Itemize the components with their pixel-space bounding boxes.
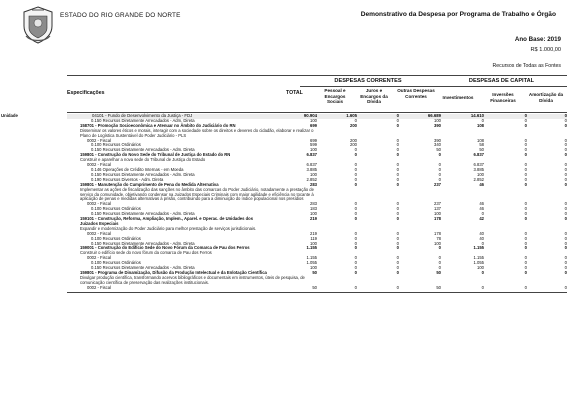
- cell-pessoal: 0: [354, 152, 357, 158]
- cell-investimentos: 100: [477, 265, 484, 271]
- cell-outras: 100: [434, 211, 441, 217]
- cell-amortizacao: 0: [564, 117, 567, 123]
- funding-sources: Recursos de Todas as Fontes: [492, 63, 561, 69]
- cell-total: 100: [310, 147, 317, 153]
- cell-total: 2.852: [306, 176, 317, 182]
- cell-total: 100: [310, 240, 317, 246]
- cell-outras: 0: [438, 162, 441, 168]
- cell-pessoal: 0: [354, 240, 357, 246]
- cell-investimentos: 6.837: [473, 162, 484, 168]
- cell-total: 283: [310, 181, 317, 187]
- row-description: 0.150 Recursos Diretamente Arrecadados - Adm. Direta: [91, 240, 195, 246]
- cell-amortizacao: 0: [564, 181, 567, 187]
- cell-total: 3.885: [306, 166, 317, 172]
- cell-inversoes: 0: [524, 117, 527, 123]
- row-description: 0.100 Recursos Ordinários: [91, 142, 141, 148]
- cell-total: 100: [310, 211, 317, 217]
- row-description: 0002 - Fiscal: [87, 162, 111, 168]
- cell-investimentos: 3.885: [473, 166, 484, 172]
- cell-investimentos: 0: [481, 211, 484, 217]
- cell-outras: 0: [438, 176, 441, 182]
- cell-outras: 390: [434, 122, 441, 128]
- row-description: 0.150 Recursos Diretamente Arrecadados - Adm. Direta: [91, 171, 195, 177]
- cell-inversoes: 0: [524, 216, 527, 222]
- unit-pessoal: 1.605: [346, 113, 357, 118]
- cell-amortizacao: 0: [564, 176, 567, 182]
- cell-investimentos: 2.852: [473, 176, 484, 182]
- unit-inversoes: 0: [524, 113, 527, 118]
- cell-juros: 0: [396, 235, 399, 241]
- cell-total: 283: [310, 201, 317, 207]
- row-description: 0.190 Recursos Diversos - Adm. Direta: [91, 176, 164, 182]
- cell-outras: 0: [438, 171, 441, 177]
- cell-investimentos: 40: [479, 230, 484, 236]
- cell-outras: 0: [438, 265, 441, 271]
- cell-outras: 50: [436, 284, 441, 290]
- cell-pessoal: 0: [354, 162, 357, 168]
- row-description: 158701 - Promoção Socioeconômica e Atenuar no Âmbito do Judiciário do RN: [80, 122, 236, 128]
- cell-amortizacao: 0: [564, 147, 567, 153]
- row-description: 159101 - Construção, Reforma, Ampliação, Implem., Aparel. e Operac. de Unidades dos Juizados Especiais: [80, 216, 254, 226]
- cell-pessoal: 200: [350, 142, 357, 148]
- cell-total: 1.155: [306, 245, 317, 251]
- cell-pessoal: 200: [350, 137, 357, 143]
- cell-investimentos: 0: [481, 117, 484, 123]
- cell-total: 50: [312, 284, 317, 290]
- cell-juros: 0: [396, 211, 399, 217]
- cell-pessoal: 200: [350, 122, 357, 128]
- cell-total: 100: [310, 171, 317, 177]
- row-description: 0.150 Recursos Diretamente Arrecadados - Adm. Direta: [91, 147, 195, 153]
- group-current-header: DESPESAS CORRENTES: [334, 78, 402, 84]
- cell-outras: 178: [434, 216, 441, 222]
- cell-juros: 0: [396, 166, 399, 172]
- row-description: 0.100 Recursos Ordinários: [91, 235, 141, 241]
- cell-pessoal: 0: [354, 211, 357, 217]
- cell-inversoes: 0: [524, 142, 527, 148]
- cell-pessoal: 0: [354, 117, 357, 123]
- cell-investimentos: 46: [479, 201, 484, 207]
- cell-pessoal: 0: [354, 230, 357, 236]
- row-description: 0.100 Recursos Ordinários: [91, 260, 141, 266]
- cell-outras: 100: [434, 117, 441, 123]
- action-description-row: [67, 276, 567, 286]
- cell-juros: 0: [396, 284, 399, 290]
- row-description: 0.150 Recursos Diretamente Arrecadados - Adm. Direta: [91, 211, 195, 217]
- cell-inversoes: 0: [524, 260, 527, 266]
- header-top-rule: [67, 75, 567, 76]
- cell-pessoal: 0: [354, 181, 357, 187]
- cell-amortizacao: 0: [564, 260, 567, 266]
- cell-juros: 0: [396, 171, 399, 177]
- cell-inversoes: 0: [524, 162, 527, 168]
- fiscal-row: [67, 286, 567, 293]
- cell-juros: 0: [396, 142, 399, 148]
- cell-juros: 0: [396, 117, 399, 123]
- cell-amortizacao: 0: [564, 216, 567, 222]
- cell-investimentos: 100: [477, 171, 484, 177]
- cell-outras: 137: [434, 206, 441, 212]
- cell-juros: 0: [396, 201, 399, 207]
- cell-inversoes: 0: [524, 270, 527, 275]
- cell-amortizacao: 0: [564, 265, 567, 271]
- juros-column-header: Juros e Encargos da Dívida: [360, 88, 388, 105]
- cell-juros: 0: [396, 152, 399, 158]
- cell-inversoes: 0: [524, 147, 527, 153]
- cell-investimentos: 58: [479, 142, 484, 148]
- row-description: 0002 - Fiscal: [87, 201, 111, 207]
- row-description: 0.150 Recursos Diretamente Arrecadados - Adm. Direta: [91, 117, 195, 123]
- cell-juros: 0: [396, 230, 399, 236]
- cell-outras: 0: [438, 166, 441, 172]
- spec-column-header: Especificações: [67, 90, 105, 96]
- pessoal-column-header: Pessoal e Encargos Sociais: [324, 88, 346, 105]
- investimentos-column-header: Investimentos: [442, 95, 474, 100]
- cell-investimentos: 0: [481, 270, 484, 275]
- cell-inversoes: 0: [524, 284, 527, 290]
- row-description: Disseminar os valores éticos e morais, interagir com a sociedade sobre os direitos e deveres do cidadão, elaborar e realizar o Plano de Logística Sustentável do Poder Judiciário - PLS: [80, 127, 314, 138]
- cell-inversoes: 0: [524, 265, 527, 271]
- cell-outras: 237: [434, 181, 441, 187]
- cell-amortizacao: 0: [564, 137, 567, 143]
- cell-inversoes: 0: [524, 245, 527, 251]
- row-description: 159001 - Construção do Edifício Sede do Novo Fórum da Comarca de Pau dos Ferros: [80, 245, 250, 251]
- cell-inversoes: 0: [524, 211, 527, 217]
- cell-amortizacao: 0: [564, 270, 567, 275]
- cell-total: 6.837: [306, 162, 317, 168]
- cell-juros: 0: [396, 255, 399, 261]
- unit-investimentos: 14.610: [470, 113, 484, 118]
- cell-outras: 100: [434, 240, 441, 246]
- cell-inversoes: 0: [524, 235, 527, 241]
- cell-inversoes: 0: [524, 166, 527, 172]
- cell-outras: 78: [436, 235, 441, 241]
- row-description: 159801 - Manutenção do Cumprimento de Pena do Medida Alternativa: [80, 181, 219, 187]
- cell-pessoal: 0: [354, 235, 357, 241]
- row-description: 0002 - Fiscal: [87, 230, 111, 236]
- cell-outras: 0: [438, 152, 441, 158]
- cell-pessoal: 0: [354, 216, 357, 222]
- cell-outras: 0: [438, 260, 441, 266]
- unit-label: Unidade: [1, 113, 18, 118]
- row-description: 0.146 Operações de Crédito Internas - em Moeda: [91, 166, 184, 172]
- cell-juros: 0: [396, 147, 399, 153]
- cell-juros: 0: [396, 176, 399, 182]
- cell-inversoes: 0: [524, 181, 527, 187]
- cell-investimentos: 1.155: [473, 245, 484, 251]
- outras-column-header: Outras Despesas Correntes: [397, 88, 435, 99]
- cell-total: 1.155: [306, 255, 317, 261]
- cell-investimentos: 0: [481, 240, 484, 246]
- cell-total: 219: [310, 230, 317, 236]
- cell-amortizacao: 0: [564, 211, 567, 217]
- cell-investimentos: 40: [479, 235, 484, 241]
- inversoes-column-header: Inversões Financeiras: [490, 92, 516, 103]
- cell-juros: 0: [396, 240, 399, 246]
- cell-investimentos: 1.055: [473, 260, 484, 266]
- cell-pessoal: 0: [354, 147, 357, 153]
- cell-amortizacao: 0: [564, 245, 567, 251]
- cell-amortizacao: 0: [564, 235, 567, 241]
- cell-amortizacao: 0: [564, 255, 567, 261]
- cell-amortizacao: 0: [564, 166, 567, 172]
- cell-total: 599: [310, 142, 317, 148]
- cell-juros: 0: [396, 265, 399, 271]
- cell-pessoal: 0: [354, 201, 357, 207]
- report-title: Demonstrativo da Despesa por Programa de Trabalho e Órgão: [360, 11, 556, 18]
- group-rule: [300, 86, 567, 87]
- cell-investimentos: 46: [479, 206, 484, 212]
- action-description-row: [67, 188, 567, 203]
- cell-outras: 390: [434, 137, 441, 143]
- cell-total: 100: [310, 265, 317, 271]
- cell-total: 183: [310, 206, 317, 212]
- cell-inversoes: 0: [524, 122, 527, 128]
- row-description: Expandir e modernização do Poder Judiciário para melhor prestação de serviços jurisdicionais.: [80, 225, 257, 231]
- cell-amortizacao: 0: [564, 284, 567, 290]
- cell-amortizacao: 0: [564, 162, 567, 168]
- cell-juros: 0: [396, 206, 399, 212]
- row-description: 0002 - Fiscal: [87, 255, 111, 261]
- row-description: 0002 - Fiscal: [87, 284, 111, 290]
- row-description: Construir e aparelhar a nova sede do Tribunal de Justiça do Estado: [80, 157, 206, 163]
- cell-amortizacao: 0: [564, 201, 567, 207]
- cell-investimentos: 50: [479, 147, 484, 153]
- base-year: Ano Base: 2019: [514, 36, 561, 43]
- state-name: ESTADO DO RIO GRANDE DO NORTE: [60, 12, 181, 19]
- cell-amortizacao: 0: [564, 142, 567, 148]
- unit-outras: 66.689: [427, 113, 441, 118]
- row-description: 0.100 Recursos Ordinários: [91, 206, 141, 212]
- cell-inversoes: 0: [524, 152, 527, 158]
- cell-pessoal: 0: [354, 270, 357, 275]
- cell-total: 1.055: [306, 260, 317, 266]
- unit-amortizacao: 0: [564, 113, 567, 118]
- cell-investimentos: 0: [481, 284, 484, 290]
- cell-outras: 340: [434, 142, 441, 148]
- cell-total: 699: [310, 122, 317, 128]
- cell-investimentos: 6.837: [473, 152, 484, 158]
- row-description: 159801 - Programa de Dinamização, Difusão da Produção Intelectual e da Enlotação Científica: [80, 270, 267, 275]
- cell-inversoes: 0: [524, 255, 527, 261]
- cell-pessoal: 0: [354, 166, 357, 172]
- row-description: Implementar as ações de fiscalização das sanções no âmbito das comarcas do Poder Judiciário, notadamente a prestação de serviço da comunidade, objetivando condensar na Juizados Especiais Criminais com maior agilidade e eficiência no tocante à aplicação de penas e medidas alternativas à prisão, contribuindo para a diminuição do índice populacional nos presídios: [80, 186, 314, 202]
- data-table: [1, 113, 567, 293]
- cell-pessoal: 0: [354, 171, 357, 177]
- cell-outras: 50: [436, 270, 441, 275]
- row-description: 0002 - Fiscal: [87, 137, 111, 143]
- cell-pessoal: 0: [354, 206, 357, 212]
- amortizacao-column-header: Amortização da Dívida: [528, 92, 564, 103]
- cell-juros: 0: [396, 162, 399, 168]
- cell-juros: 0: [396, 137, 399, 143]
- cell-inversoes: 0: [524, 201, 527, 207]
- cell-amortizacao: 0: [564, 230, 567, 236]
- unit-juros: 0: [396, 113, 399, 118]
- cell-investimentos: 108: [477, 122, 484, 128]
- row-description: Divulgar produção científica, transformando acervos bibliográficos e documentais em instrumentos, úteis de pesquisa, de comunicação científica de preservação das realizações institucionais.: [80, 274, 305, 285]
- cell-pessoal: 0: [354, 284, 357, 290]
- cell-inversoes: 0: [524, 240, 527, 246]
- cell-pessoal: 0: [354, 260, 357, 266]
- cell-inversoes: 0: [524, 176, 527, 182]
- cell-outras: 0: [438, 255, 441, 261]
- cell-juros: 0: [396, 122, 399, 128]
- unit-total: 90.904: [303, 113, 317, 118]
- row-description: 0.150 Recursos Diretamente Arrecadados - Adm. Direta: [91, 265, 195, 271]
- action-description-row: [67, 129, 567, 139]
- cell-inversoes: 0: [524, 171, 527, 177]
- cell-amortizacao: 0: [564, 152, 567, 158]
- cell-amortizacao: 0: [564, 240, 567, 246]
- cell-inversoes: 0: [524, 137, 527, 143]
- cell-juros: 0: [396, 245, 399, 251]
- cell-outras: 178: [434, 230, 441, 236]
- cell-investimentos: 108: [477, 137, 484, 143]
- cell-pessoal: 0: [354, 255, 357, 261]
- cell-amortizacao: 0: [564, 171, 567, 177]
- currency-unit: R$ 1.000,00: [530, 47, 561, 53]
- cell-investimentos: 1.155: [473, 255, 484, 261]
- total-column-header: TOTAL: [286, 90, 303, 96]
- cell-investimentos: 42: [479, 216, 484, 222]
- cell-outras: 237: [434, 201, 441, 207]
- cell-total: 50: [312, 270, 317, 275]
- cell-total: 119: [310, 235, 317, 241]
- cell-total: 100: [310, 117, 317, 123]
- cell-juros: 0: [396, 181, 399, 187]
- cell-total: 219: [310, 216, 317, 222]
- cell-outras: 50: [436, 147, 441, 153]
- cell-outras: 0: [438, 245, 441, 251]
- cell-juros: 0: [396, 260, 399, 266]
- cell-amortizacao: 0: [564, 206, 567, 212]
- cell-juros: 0: [396, 270, 399, 275]
- cell-juros: 0: [396, 216, 399, 222]
- cell-pessoal: 0: [354, 245, 357, 251]
- cell-inversoes: 0: [524, 206, 527, 212]
- unit-description: 04101 - Fundo de Desenvolvimento da Justiça - FDJ: [92, 113, 193, 118]
- row-description: 159801 - Construção do Novo Sede do Tribunal de Justiça do Estado do RN: [80, 152, 231, 158]
- row-description: Construir o edifício sede do novo fórum da comarca de Pau dos Ferros: [80, 250, 212, 256]
- state-seal-icon: [21, 6, 55, 44]
- cell-pessoal: 0: [354, 176, 357, 182]
- cell-inversoes: 0: [524, 230, 527, 236]
- cell-investimentos: 46: [479, 181, 484, 187]
- group-capital-header: DESPESAS DE CAPITAL: [468, 78, 535, 84]
- cell-amortizacao: 0: [564, 122, 567, 128]
- cell-pessoal: 0: [354, 265, 357, 271]
- cell-total: 699: [310, 137, 317, 143]
- cell-total: 6.837: [306, 152, 317, 158]
